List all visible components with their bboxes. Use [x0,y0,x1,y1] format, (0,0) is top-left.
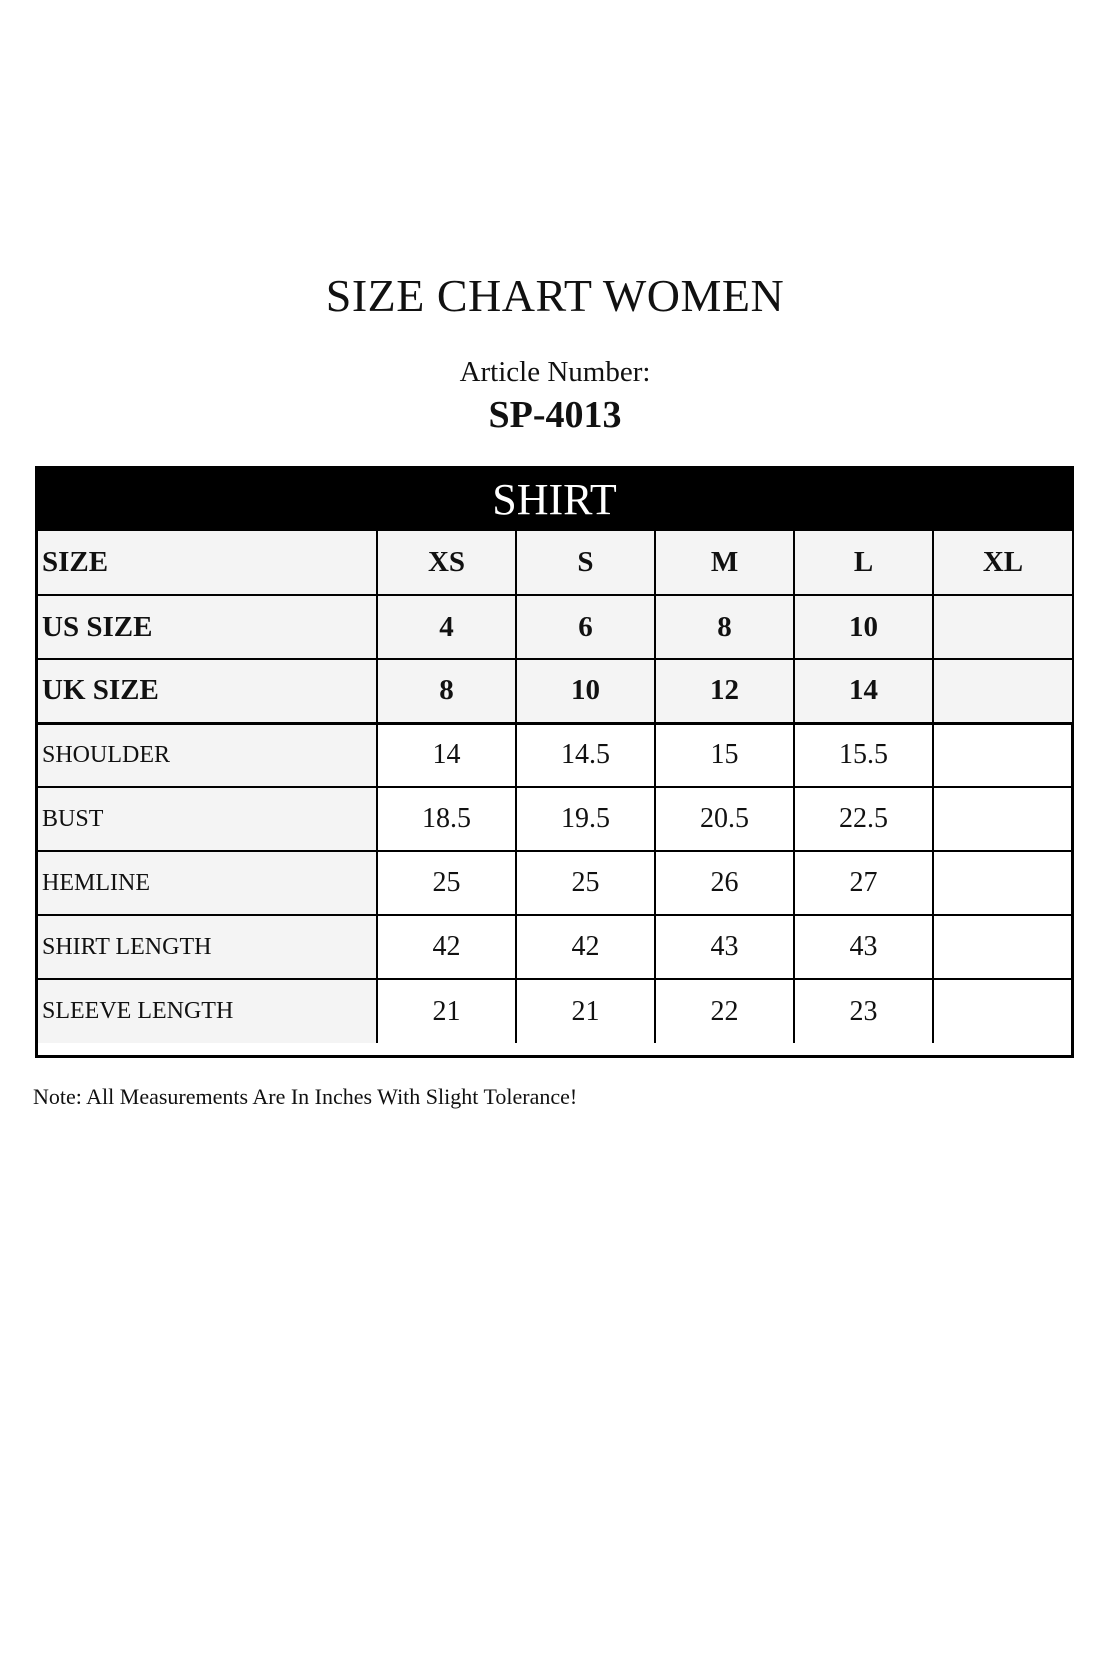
table-cell: 22.5 [794,787,933,851]
table-cell: 25 [516,851,655,915]
table-cell [933,787,1072,851]
table-row-us-size [38,595,1072,659]
table-cell [933,851,1072,915]
table-cell: 25 [377,851,516,915]
table-cell: 14.5 [516,723,655,787]
table-row-size [38,531,1072,595]
table-cell: 23 [794,979,933,1043]
table-cell: XL [933,531,1072,595]
size-chart [35,466,1074,1058]
table-cell: 15.5 [794,723,933,787]
table-cell: 42 [516,915,655,979]
table-cell [933,915,1072,979]
row-label: SHIRT LENGTH [38,915,377,979]
table-cell: L [794,531,933,595]
row-label: US SIZE [38,595,377,659]
row-label: HEMLINE [38,851,377,915]
table-cell [933,595,1072,659]
table-cell: 20.5 [655,787,794,851]
table-cell: 10 [516,659,655,723]
table-row-shirt-length [38,915,1072,979]
row-label: SIZE [38,531,377,595]
table-cell: 42 [377,915,516,979]
chart-header: SHIRT [38,469,1071,531]
table-cell: 14 [377,723,516,787]
table-cell: XS [377,531,516,595]
article-number-label: Article Number: [459,356,651,388]
article-number: SP-4013 [488,394,622,436]
size-table [38,531,1072,1043]
table-cell: 14 [794,659,933,723]
table-row-sleeve-length [38,979,1072,1043]
table-cell: 12 [655,659,794,723]
row-label: BUST [38,787,377,851]
table-cell: 21 [516,979,655,1043]
table-cell: 26 [655,851,794,915]
table-cell: 8 [655,595,794,659]
table-cell: 15 [655,723,794,787]
table-row-bust [38,787,1072,851]
row-label: UK SIZE [38,659,377,723]
table-row-uk-size [38,659,1072,723]
row-label: SLEEVE LENGTH [38,979,377,1043]
table-cell: 19.5 [516,787,655,851]
table-row-hemline [38,851,1072,915]
table-row-shoulder [38,723,1072,787]
table-cell [933,979,1072,1043]
table-cell: 43 [794,915,933,979]
table-cell: 21 [377,979,516,1043]
table-cell: 18.5 [377,787,516,851]
table-cell [933,659,1072,723]
measurement-note: Note: All Measurements Are In Inches With Slight Tolerance! [33,1084,578,1109]
table-cell: M [655,531,794,595]
table-cell: 4 [377,595,516,659]
table-cell: S [516,531,655,595]
table-cell: 8 [377,659,516,723]
table-cell: 6 [516,595,655,659]
table-cell: 27 [794,851,933,915]
row-label: SHOULDER [38,723,377,787]
table-cell: 43 [655,915,794,979]
table-cell: 10 [794,595,933,659]
page-title: SIZE CHART WOMEN [325,270,785,321]
table-cell: 22 [655,979,794,1043]
table-cell [933,723,1072,787]
